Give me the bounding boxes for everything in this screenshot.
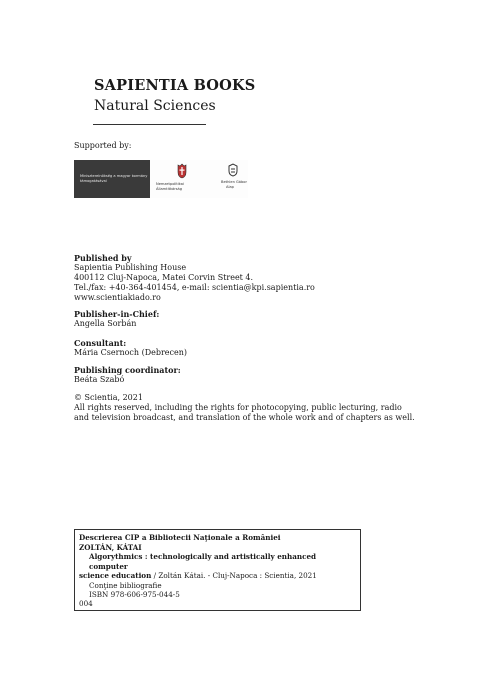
rights-text-line: All rights reserved, including the rights for photocopying, public lecturing, radio	[74, 403, 402, 412]
sponsor-logos	[74, 160, 248, 198]
cip-isbn: ISBN 978-606-975-044-5	[89, 590, 180, 599]
support-logo-left	[74, 160, 150, 198]
coordinator-heading: Publishing coordinator:	[74, 365, 181, 375]
consultant-section	[74, 338, 187, 358]
publisher-in-chief-section	[74, 309, 159, 329]
foundation-logo	[218, 160, 248, 198]
logo-text: Miniszterelnökség a magyar kormány	[80, 174, 148, 178]
foundation-crest-icon	[227, 163, 239, 177]
rights-section	[74, 393, 415, 423]
logo-text: Nemzetpolitikai	[156, 182, 185, 186]
cip-title	[79, 552, 356, 571]
cip-title-cont	[79, 571, 356, 581]
cip-title-main: Algorythmics : technologically and artistically enhanced computer	[89, 552, 317, 571]
consultant-heading: Consultant:	[74, 338, 127, 348]
publisher-website: www.scientiakiado.ro	[74, 293, 161, 302]
copyright-line: © Scientia, 2021	[74, 393, 143, 402]
logo-text: támogatásával	[80, 179, 107, 183]
coat-of-arms-icon	[176, 163, 188, 179]
coordinator-section	[74, 365, 181, 385]
cip-title-end: science education	[79, 571, 152, 580]
cip-record-box	[74, 529, 361, 611]
logo-text: Alap	[226, 185, 234, 189]
ministry-logo	[150, 160, 218, 198]
series-title: SAPIENTIA BOOKS	[94, 77, 256, 94]
divider	[93, 124, 206, 125]
cip-title-rest: / Zoltán Kátai. - Cluj-Napoca : Scientia, 2021	[151, 571, 317, 580]
cip-note: Conţine bibliografie	[89, 580, 162, 590]
logo-text: Államtitkárság	[156, 187, 183, 191]
publisher-in-chief-name: Angella Sorbán	[74, 319, 137, 328]
cip-classification: 004	[79, 598, 93, 608]
coordinator-name: Beáta Szabó	[74, 375, 125, 384]
logo-text: Bethlen Gábor	[221, 180, 247, 184]
cip-heading: Descrierea CIP a Bibliotecii Naţionale a României	[79, 533, 281, 542]
published-section	[74, 253, 315, 303]
publisher-address: 400112 Cluj-Napoca, Matei Corvin Street 4.	[74, 273, 254, 282]
consultant-name: Mária Csernoch (Debrecen)	[74, 348, 188, 357]
published-heading: Published by	[74, 253, 132, 263]
supported-by-label: Supported by:	[74, 141, 132, 150]
publisher-name: Sapientia Publishing House	[74, 263, 187, 272]
publisher-contact: Tel./fax: +40-364-401454, e-mail: scientia@kpi.sapientia.ro	[74, 283, 315, 292]
series-subtitle: Natural Sciences	[94, 98, 216, 114]
cip-author: ZOLTÁN, KÁTAI	[79, 542, 142, 552]
rights-text-line: and television broadcast, and translation of the whole work and of chapters as well.	[74, 413, 415, 422]
publisher-in-chief-heading: Publisher-in-Chief:	[74, 309, 160, 319]
